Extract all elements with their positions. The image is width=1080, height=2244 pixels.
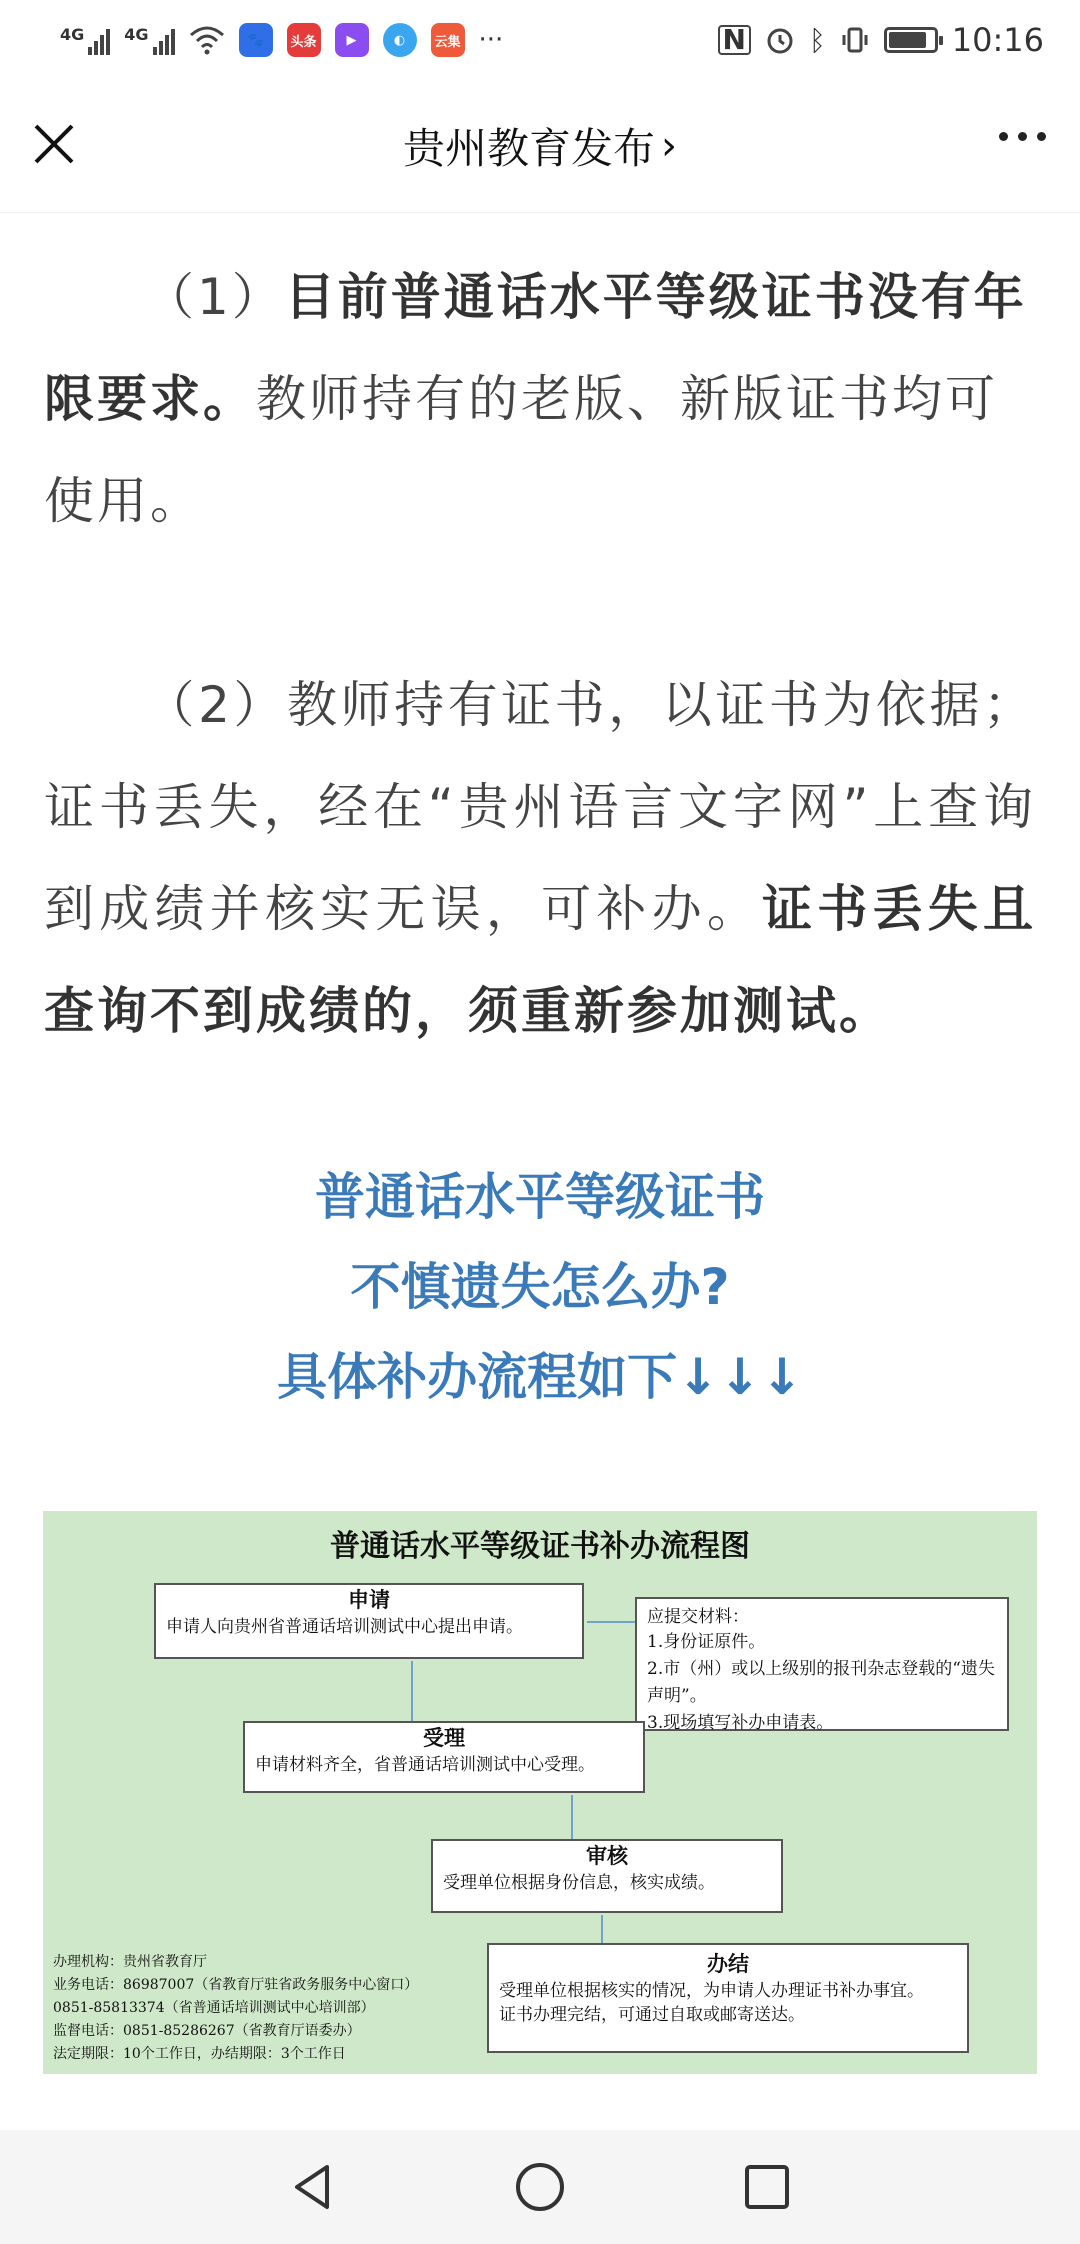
heading-line-3: 具体补办流程如下↓↓↓ <box>277 1348 803 1406</box>
para2-lead: （2） <box>144 676 287 734</box>
info-line: 0851-85813374（省普通话培训测试中心培训部） <box>53 2000 375 2016</box>
materials-box <box>635 1597 1009 1731</box>
heading-line-2: 不慎遗失怎么办? <box>350 1258 730 1316</box>
back-icon[interactable] <box>285 2159 341 2215</box>
para1-lead: （1） <box>144 268 285 326</box>
step-review <box>431 1839 783 1913</box>
material-item: 1.身份证原件。 <box>647 1632 766 1652</box>
flowchart-image[interactable] <box>43 1511 1037 2074</box>
materials-title: 应提交材料： <box>647 1607 749 1627</box>
browser-icon: ◐ <box>383 23 417 57</box>
account-title[interactable] <box>403 116 677 176</box>
paragraph-2 <box>44 654 1036 1062</box>
para2-text: 教师持有证书，以证书为依据；证书丢失，经在“贵州语言文字网”上查询到成绩并核实无误，可补办。 <box>44 676 1037 938</box>
clock-time: 10:16 <box>951 21 1044 59</box>
step-accept-title: 受理 <box>423 1725 465 1750</box>
step-apply-text: 申请人向贵州省普通话培训测试中心提出申请。 <box>166 1617 523 1637</box>
signal-icon-2 <box>124 25 174 55</box>
para1-rest: 教师持有的老版、新版证书均可使用。 <box>44 370 998 530</box>
status-right <box>718 21 1044 59</box>
step-accept-text: 申请材料齐全，省普通话培训测试中心受理。 <box>255 1755 595 1775</box>
material-item: 2.市（州）或以上级别的报刊杂志登载的“遗失声明”。 <box>647 1659 995 1706</box>
article-header <box>0 80 1080 213</box>
close-icon[interactable] <box>26 116 82 172</box>
more-notifications: ··· <box>478 25 504 55</box>
system-nav-bar <box>0 2130 1080 2244</box>
chevron-right-icon: › <box>661 123 677 169</box>
vibrate-icon <box>840 25 870 55</box>
info-line: 办理机构：贵州省教育厅 <box>53 1954 207 1970</box>
signal-icon-1 <box>60 25 110 55</box>
account-name: 贵州教育发布 <box>402 124 655 173</box>
step-apply <box>154 1583 584 1659</box>
alarm-icon <box>765 25 795 55</box>
arrow-to-accept <box>411 1661 413 1721</box>
status-left <box>60 23 503 57</box>
step-finish-line2: 证书办理完结，可通过自取或邮寄送达。 <box>499 2005 805 2025</box>
battery-icon <box>884 27 938 53</box>
bluetooth-icon: ᛒ <box>808 23 826 57</box>
paragraph-1 <box>44 246 1036 552</box>
arrow-to-materials <box>587 1621 635 1623</box>
flowchart-title: 普通话水平等级证书补办流程图 <box>330 1529 750 1564</box>
step-finish-line1: 受理单位根据核实的情况，为申请人办理证书补办事宜。 <box>499 1981 924 2001</box>
heading-line-1: 普通话水平等级证书 <box>315 1168 765 1226</box>
network-type-2: 4G <box>124 25 149 44</box>
step-review-text: 受理单位根据身份信息，核实成绩。 <box>443 1873 715 1893</box>
arrow-to-review <box>571 1795 573 1839</box>
baidu-icon: 🐾 <box>239 23 273 57</box>
home-icon[interactable] <box>512 2159 568 2215</box>
video-player-icon: ▶ <box>335 23 369 57</box>
article-body <box>44 212 1036 1422</box>
wifi-icon <box>189 25 225 55</box>
info-line: 法定期限：10个工作日，办结期限：3个工作日 <box>53 2046 346 2062</box>
step-accept <box>243 1721 645 1793</box>
collect-icon: 云集 <box>431 23 465 57</box>
toutiao-icon: 头条 <box>287 23 321 57</box>
step-finish <box>487 1943 969 2053</box>
para2-bold: 证书丢失且查询不到成绩的，须重新参加测试。 <box>44 880 1037 1040</box>
nfc-icon: N <box>718 25 751 55</box>
network-type-1: 4G <box>60 25 85 44</box>
step-review-title: 审核 <box>586 1843 628 1868</box>
more-menu-icon[interactable] <box>999 132 1046 141</box>
step-apply-title: 申请 <box>348 1587 390 1612</box>
recents-icon[interactable] <box>739 2159 795 2215</box>
material-item: 3.现场填写补办申请表。 <box>647 1713 834 1733</box>
info-line: 监督电话：0851-85286267（省教育厅语委办） <box>53 2023 361 2039</box>
step-finish-title: 办结 <box>707 1951 749 1976</box>
contact-info <box>53 1951 418 2066</box>
para1-bold: 目前普通话水平等级证书没有年限要求。 <box>44 268 1027 428</box>
status-bar <box>0 0 1080 80</box>
section-heading <box>44 1152 1036 1422</box>
info-line: 业务电话：86987007（省教育厅驻省政务服务中心窗口） <box>53 1977 419 1993</box>
